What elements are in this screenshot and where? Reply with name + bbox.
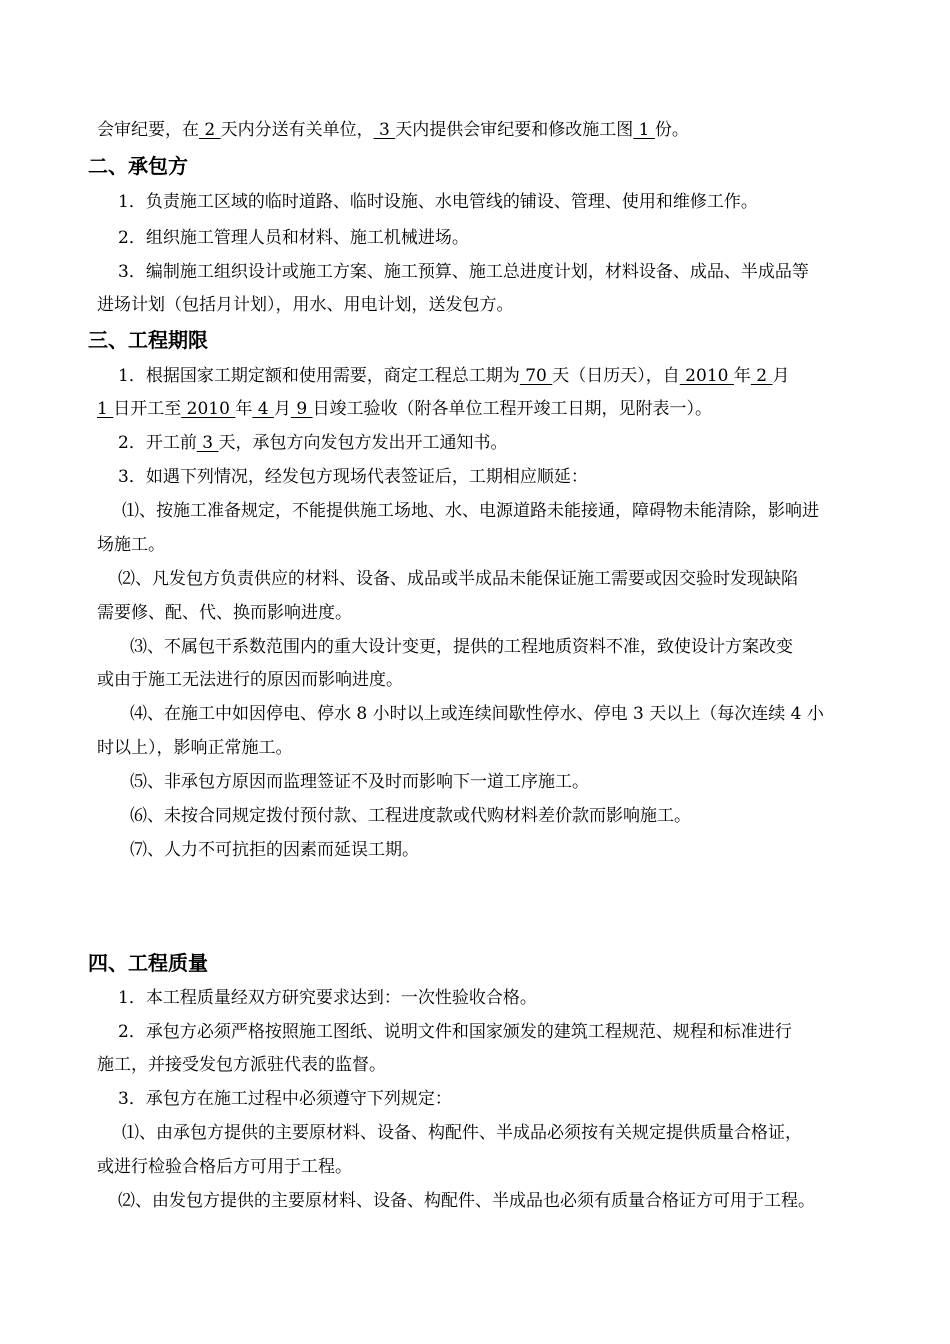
sub-item-cont: 或由于施工无法进行的原因而影响进度。 [97,670,403,690]
list-item-cont: 施工，并接受发包方派驻代表的监督。 [97,1055,386,1075]
filled-value: 3 [196,433,219,453]
text: 日竣工验收（附各单位工程开竣工日期，见附表一）。 [312,399,713,419]
filled-value: 2 [199,120,221,140]
text: 份。 [654,120,689,140]
text: 日开工至 [113,399,182,419]
text: 会审纪要，在 [97,120,199,140]
sub-item: ⑵、由发包方提供的主要原材料、设备、构配件、半成品也必须有质量合格证方可用于工程。 [118,1191,815,1211]
filled-value: 3 [373,120,396,140]
sub-item-cont: 需要修、配、代、换而影响进度。 [97,603,352,623]
filled-value: 2 [750,366,773,386]
sub-item: ⑵、凡发包方负责供应的材料、设备、成品或半成品未能保证施工需要或因交验时发现缺陷 [118,569,798,589]
sub-item: ⑶、不属包干系数范围内的重大设计变更，提供的工程地质资料不准，致使设计方案改变 [130,637,793,657]
filled-value: 1 [633,120,655,140]
text: 年 [235,399,253,419]
sub-item-cont: 时以上），影响正常施工。 [97,738,293,758]
sub-item: ⑴、按施工准备规定，不能提供施工场地、水、电源道路未能接通，障碍物未能清除，影响进 [122,501,819,521]
list-item: 1．负责施工区域的临时道路、临时设施、水电管线的铺设、管理、使用和维修工作。 [118,192,758,212]
text: 年 [733,366,751,386]
sub-item-cont: 或进行检验合格后方可用于工程。 [97,1157,352,1177]
list-item [118,363,789,389]
intro-line [97,117,689,143]
list-item-cont [97,396,712,422]
list-item: 2．承包方必须严格按照施工图纸、说明文件和国家颁发的建筑工程规范、规程和标准进行 [118,1022,792,1042]
text: 天，承包方向发包方发出开工通知书。 [218,433,508,453]
filled-value: 4 [252,399,274,419]
text: 1．根据国家工期定额和使用需要，商定工程总工期为 [118,366,520,386]
text: 月 [772,366,790,386]
sub-item: ⑷、在施工中如因停电、停水 8 小时以上或连续间歇性停水、停电 3 天以上（每次连续 4 小 [130,704,824,724]
sub-item: ⑴、由承包方提供的主要原材料、设备、构配件、半成品必须按有关规定提供质量合格证， [122,1123,802,1143]
list-item: 3．如遇下列情况，经发包方现场代表签证后，工期相应顺延： [118,467,588,487]
text: 天内提供会审纪要和修改施工图 [395,120,634,140]
text: 天内分送有关单位， [220,120,374,140]
text: 2．开工前 [118,433,197,453]
list-item-cont: 进场计划（包括月计划），用水、用电计划，送发包方。 [97,295,514,315]
sub-item-cont: 场施工。 [97,535,165,555]
filled-value: 9 [290,399,313,419]
filled-value: 2010 [679,366,734,386]
text: 月 [273,399,291,419]
section-heading: 四、工程质量 [88,951,208,975]
filled-value: 1 [97,399,114,419]
section-heading: 二、承包方 [88,154,188,178]
list-item: 2．组织施工管理人员和材料、施工机械进场。 [118,228,469,248]
sub-item: ⑹、未按合同规定拨付预付款、工程进度款或代购材料差价款而影响施工。 [130,806,691,826]
section-heading: 三、工程期限 [88,328,208,352]
filled-value: 70 [519,366,553,386]
list-item: 1．本工程质量经双方研究要求达到：一次性验收合格。 [118,988,537,1008]
sub-item: ⑸、非承包方原因而监理签证不及时而影响下一道工序施工。 [130,772,589,792]
list-item [118,430,507,456]
list-item: 3．承包方在施工过程中必须遵守下列规定： [118,1089,452,1109]
list-item: 3．编制施工组织设计或施工方案、施工预算、施工总进度计划，材料设备、成品、半成品等 [118,262,809,282]
sub-item: ⑺、人力不可抗拒的因素而延误工期。 [130,840,419,860]
text: 天（日历天），自 [552,366,680,386]
filled-value: 2010 [181,399,236,419]
